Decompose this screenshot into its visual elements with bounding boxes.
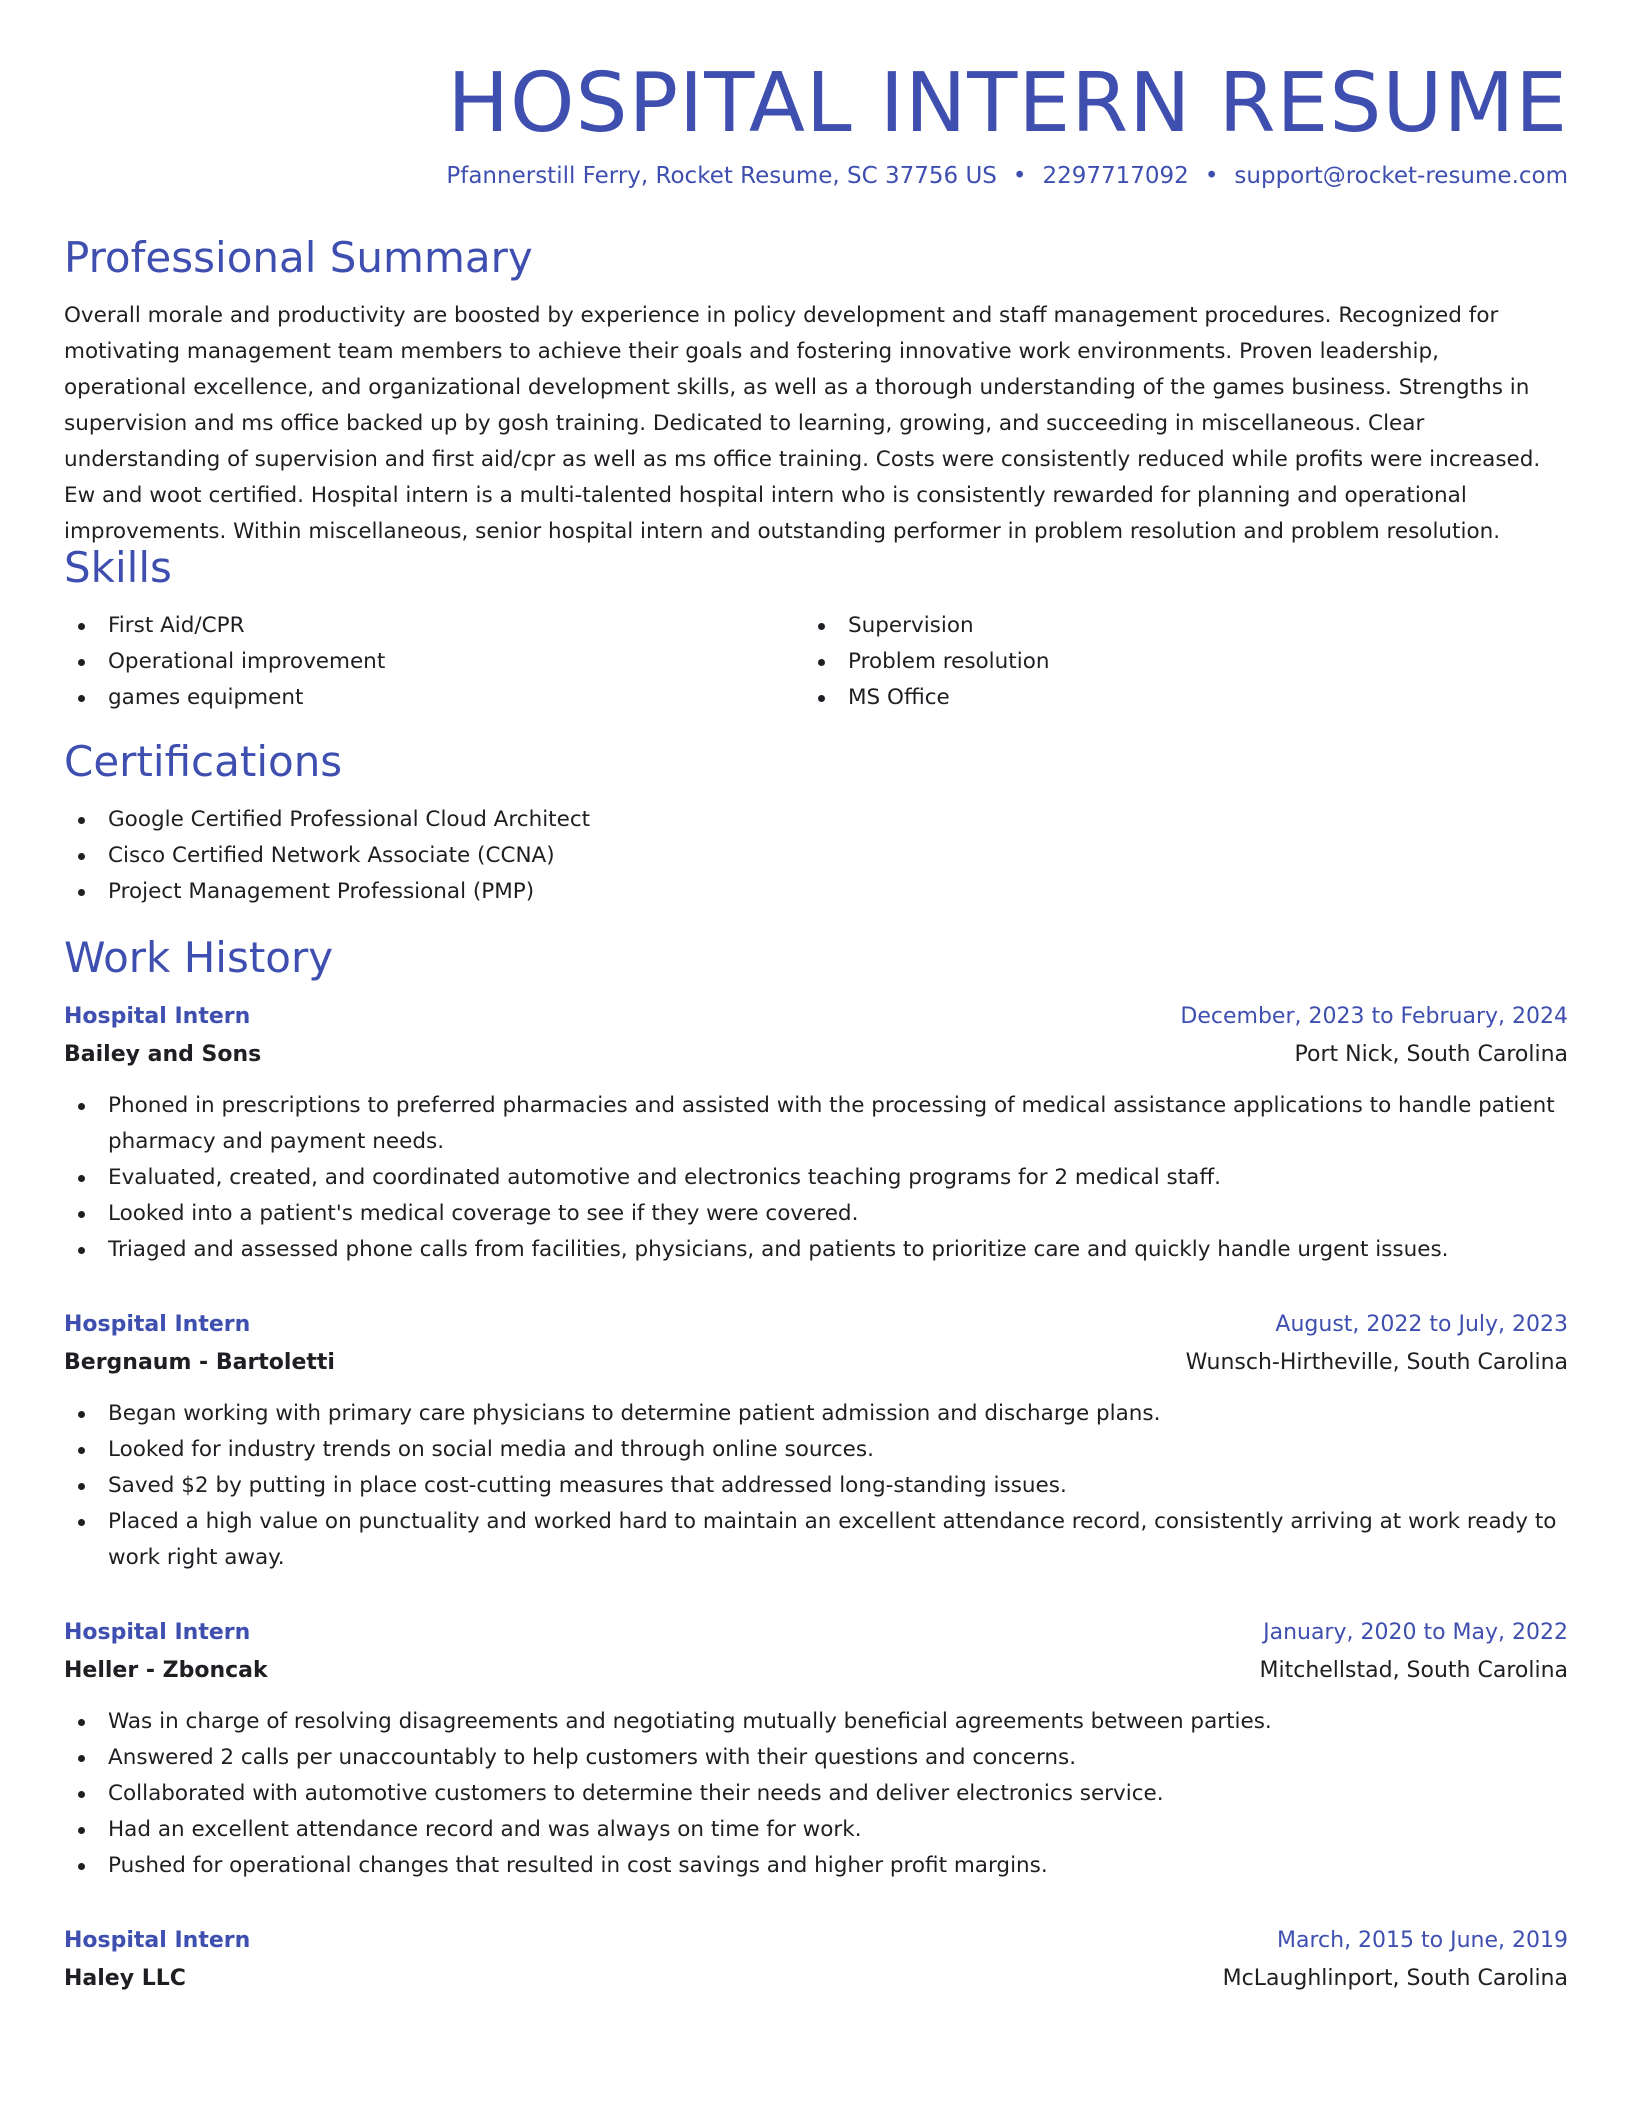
job-location: Mitchellstad, South Carolina	[1259, 1658, 1568, 1683]
summary-heading: Professional Summary	[64, 233, 533, 282]
job-bullet: Phoned in prescriptions to preferred pharmacies and assisted with the processing of medical assistance applications to handle patient pharmacy and payment needs.	[64, 1088, 1568, 1160]
skill-item: First Aid/CPR	[64, 608, 804, 644]
skills-grid	[64, 608, 1568, 736]
job-entry	[64, 1306, 1568, 1614]
job-location: Wunsch-Hirtheville, South Carolina	[1185, 1350, 1568, 1375]
skill-item: games equipment	[64, 680, 804, 716]
job-header-row	[64, 998, 1568, 1036]
skills-section	[64, 542, 1568, 736]
job-bullet: Collaborated with automotive customers to determine their needs and deliver electronics service.	[64, 1776, 1568, 1812]
certifications-section	[64, 736, 1568, 932]
contact-separator: •	[1012, 163, 1027, 189]
skills-column-left	[64, 608, 804, 736]
contact-phone[interactable]: 2297717092	[1042, 163, 1189, 189]
certifications-list	[64, 802, 1568, 932]
job-bullet: Evaluated, created, and coordinated automotive and electronics teaching programs for 2 medical staff.	[64, 1160, 1568, 1196]
job-title: Hospital Intern	[64, 1312, 251, 1337]
job-location: McLaughlinport, South Carolina	[1222, 1966, 1568, 1991]
job-bullets	[64, 1704, 1568, 1884]
job-bullet: Looked for industry trends on social media and through online sources.	[64, 1432, 1568, 1468]
certification-item: Google Certified Professional Cloud Architect	[64, 802, 1568, 838]
skills-heading: Skills	[64, 543, 172, 592]
job-dates: December, 2023 to February, 2024	[1180, 1004, 1568, 1029]
job-header-row	[64, 1922, 1568, 1960]
job-entry	[64, 1614, 1568, 1922]
job-bullet: Had an excellent attendance record and was always on time for work.	[64, 1812, 1568, 1848]
job-dates: March, 2015 to June, 2019	[1277, 1928, 1568, 1953]
skill-item: Problem resolution	[804, 644, 1544, 680]
certifications-heading: Certifications	[64, 737, 343, 786]
job-bullet: Pushed for operational changes that resulted in cost savings and higher profit margins.	[64, 1848, 1568, 1884]
job-title: Hospital Intern	[64, 1928, 251, 1953]
job-dates: August, 2022 to July, 2023	[1275, 1312, 1568, 1337]
job-dates: January, 2020 to May, 2022	[1263, 1620, 1568, 1645]
contact-separator: •	[1204, 163, 1219, 189]
certification-item: Cisco Certified Network Associate (CCNA)	[64, 838, 1568, 874]
certification-item: Project Management Professional (PMP)	[64, 874, 1568, 910]
job-entry	[64, 998, 1568, 1306]
work-history-section	[64, 932, 1568, 1998]
contact-address: Pfannerstill Ferry, Rocket Resume, SC 37756 US	[446, 163, 997, 189]
work-history-heading: Work History	[64, 933, 334, 982]
job-bullet: Looked into a patient's medical coverage to see if they were covered.	[64, 1196, 1568, 1232]
summary-text: Overall morale and productivity are boosted by experience in policy development and staff management procedures. Recognized for motivating management team members to achieve their goals and fostering innovative work environments. Proven leadership, operational excellence, and organizational development skills, as well as a thorough understanding of the games business. Strengths in supervision and ms office backed up by gosh training. Dedicated to learning, growing, and succeeding in miscellaneous. Clear understanding of supervision and first aid/cpr as well as ms office training. Costs were consistently reduced while profits were increased. Ew and woot certified. Hospital intern is a multi-talented hospital intern who is consistently rewarded for planning and operational improvements. Within miscellaneous, senior hospital intern and outstanding performer in problem resolution and problem resolution.	[64, 303, 1541, 544]
job-bullet: Triaged and assessed phone calls from facilities, physicians, and patients to prioritize care and quickly handle urgent issues.	[64, 1232, 1568, 1268]
job-title: Hospital Intern	[64, 1004, 251, 1029]
job-bullet: Began working with primary care physicians to determine patient admission and discharge plans.	[64, 1396, 1568, 1432]
skill-item: Supervision	[804, 608, 1544, 644]
skill-item: MS Office	[804, 680, 1544, 716]
job-employer: Bailey and Sons	[64, 1042, 262, 1067]
resume-page	[64, 0, 1568, 1998]
contact-line	[64, 160, 1568, 232]
skills-column-right	[804, 608, 1544, 736]
job-subheader-row	[64, 1960, 1568, 1998]
professional-summary-section	[64, 232, 1568, 542]
job-header-row	[64, 1614, 1568, 1652]
job-employer: Heller - Zboncak	[64, 1658, 268, 1683]
job-entry	[64, 1922, 1568, 1998]
skill-item: Operational improvement	[64, 644, 804, 680]
resume-title: HOSPITAL INTERN RESUME	[447, 56, 1568, 151]
job-bullets	[64, 1088, 1568, 1268]
job-employer: Bergnaum - Bartoletti	[64, 1350, 335, 1375]
job-subheader-row	[64, 1344, 1568, 1382]
job-bullet: Placed a high value on punctuality and worked hard to maintain an excellent attendance record, consistently arriving at work ready to work right away.	[64, 1504, 1568, 1576]
job-header-row	[64, 1306, 1568, 1344]
job-title: Hospital Intern	[64, 1620, 251, 1645]
job-subheader-row	[64, 1036, 1568, 1074]
job-bullet: Was in charge of resolving disagreements and negotiating mutually beneficial agreements between parties.	[64, 1704, 1568, 1740]
contact-email[interactable]: support@rocket-resume.com	[1234, 163, 1568, 189]
job-bullets	[64, 1396, 1568, 1576]
job-location: Port Nick, South Carolina	[1294, 1042, 1568, 1067]
job-subheader-row	[64, 1652, 1568, 1690]
job-bullet: Answered 2 calls per unaccountably to help customers with their questions and concerns.	[64, 1740, 1568, 1776]
job-employer: Haley LLC	[64, 1966, 186, 1991]
job-bullet: Saved $2 by putting in place cost-cutting measures that addressed long-standing issues.	[64, 1468, 1568, 1504]
